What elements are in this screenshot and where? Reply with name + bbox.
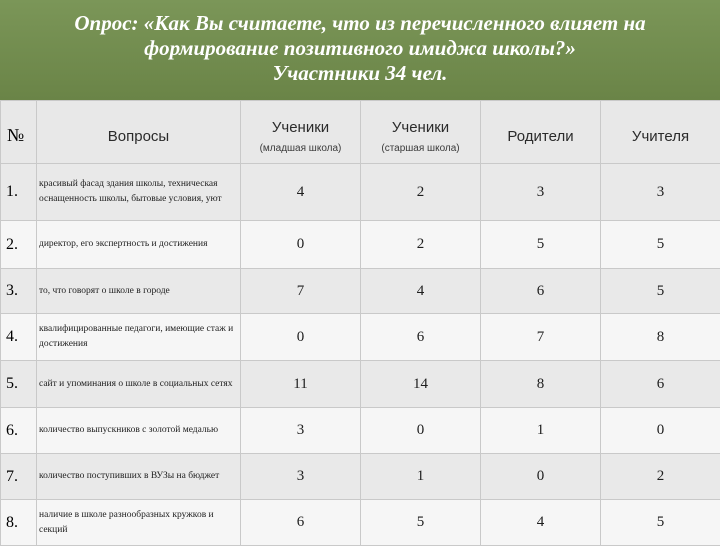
table-row <box>1 269 720 314</box>
value-teachers: 0 <box>601 408 720 454</box>
value-parents: 5 <box>481 221 601 269</box>
table-row <box>1 164 720 221</box>
row-question: то, что говорят о школе в городе <box>37 269 241 314</box>
header-teachers-label: Учителя <box>601 128 720 145</box>
row-question: квалифицированные педагоги, имеющие стаж и достижения <box>37 314 241 361</box>
value-parents: 7 <box>481 314 601 361</box>
value-students-senior: 2 <box>361 164 481 221</box>
row-question: сайт и упоминания о школе в социальных сетях <box>37 361 241 408</box>
header-students-junior-label: Ученики <box>241 119 360 136</box>
value-students-junior: 11 <box>241 361 361 408</box>
table-row <box>1 500 720 546</box>
row-number: 7. <box>1 454 37 500</box>
value-students-junior: 0 <box>241 221 361 269</box>
header-students-junior <box>241 101 361 164</box>
value-students-junior: 4 <box>241 164 361 221</box>
table-row <box>1 221 720 269</box>
value-teachers: 3 <box>601 164 720 221</box>
header-students-junior-sub: (младшая школа) <box>241 143 360 154</box>
value-students-senior: 4 <box>361 269 481 314</box>
row-question: красивый фасад здания школы, техническая оснащенность школы, бытовые условия, уют <box>37 164 241 221</box>
value-students-senior: 2 <box>361 221 481 269</box>
table-header-row <box>1 101 720 164</box>
row-number: 2. <box>1 221 37 269</box>
value-parents: 1 <box>481 408 601 454</box>
value-students-junior: 0 <box>241 314 361 361</box>
value-students-senior: 5 <box>361 500 481 546</box>
value-students-senior: 6 <box>361 314 481 361</box>
header-students-senior-label: Ученики <box>361 119 480 136</box>
row-question: директор, его экспертность и достижения <box>37 221 241 269</box>
survey-table <box>0 100 720 546</box>
row-number: 5. <box>1 361 37 408</box>
value-parents: 0 <box>481 454 601 500</box>
header-students-senior-sub: (старшая школа) <box>361 143 480 154</box>
value-parents: 6 <box>481 269 601 314</box>
title-line-1: Опрос: «Как Вы считаете, что из перечисленного влияет на <box>0 0 720 36</box>
header-teachers <box>601 101 720 164</box>
value-teachers: 5 <box>601 269 720 314</box>
value-students-junior: 3 <box>241 408 361 454</box>
table-row <box>1 314 720 361</box>
row-number: 8. <box>1 500 37 546</box>
row-question: наличие в школе разнообразных кружков и секций <box>37 500 241 546</box>
header-questions: Вопросы <box>37 101 241 164</box>
value-parents: 8 <box>481 361 601 408</box>
value-teachers: 5 <box>601 500 720 546</box>
value-students-junior: 3 <box>241 454 361 500</box>
value-teachers: 5 <box>601 221 720 269</box>
value-students-senior: 1 <box>361 454 481 500</box>
title-line-2: формирование позитивного имиджа школы?» <box>0 36 720 61</box>
table-row <box>1 454 720 500</box>
row-question: количество поступивших в ВУЗы на бюджет <box>37 454 241 500</box>
value-students-junior: 6 <box>241 500 361 546</box>
row-number: 4. <box>1 314 37 361</box>
value-students-senior: 0 <box>361 408 481 454</box>
value-teachers: 2 <box>601 454 720 500</box>
row-number: 6. <box>1 408 37 454</box>
value-parents: 4 <box>481 500 601 546</box>
row-number: 3. <box>1 269 37 314</box>
table-row <box>1 361 720 408</box>
value-teachers: 8 <box>601 314 720 361</box>
header-number: № <box>1 101 37 164</box>
value-students-senior: 14 <box>361 361 481 408</box>
table-row <box>1 408 720 454</box>
title-line-3: Участники 34 чел. <box>0 61 720 86</box>
survey-title <box>0 0 720 100</box>
row-number: 1. <box>1 164 37 221</box>
row-question: количество выпускников с золотой медалью <box>37 408 241 454</box>
header-parents-label: Родители <box>481 128 600 145</box>
value-students-junior: 7 <box>241 269 361 314</box>
header-parents <box>481 101 601 164</box>
value-parents: 3 <box>481 164 601 221</box>
value-teachers: 6 <box>601 361 720 408</box>
header-students-senior <box>361 101 481 164</box>
